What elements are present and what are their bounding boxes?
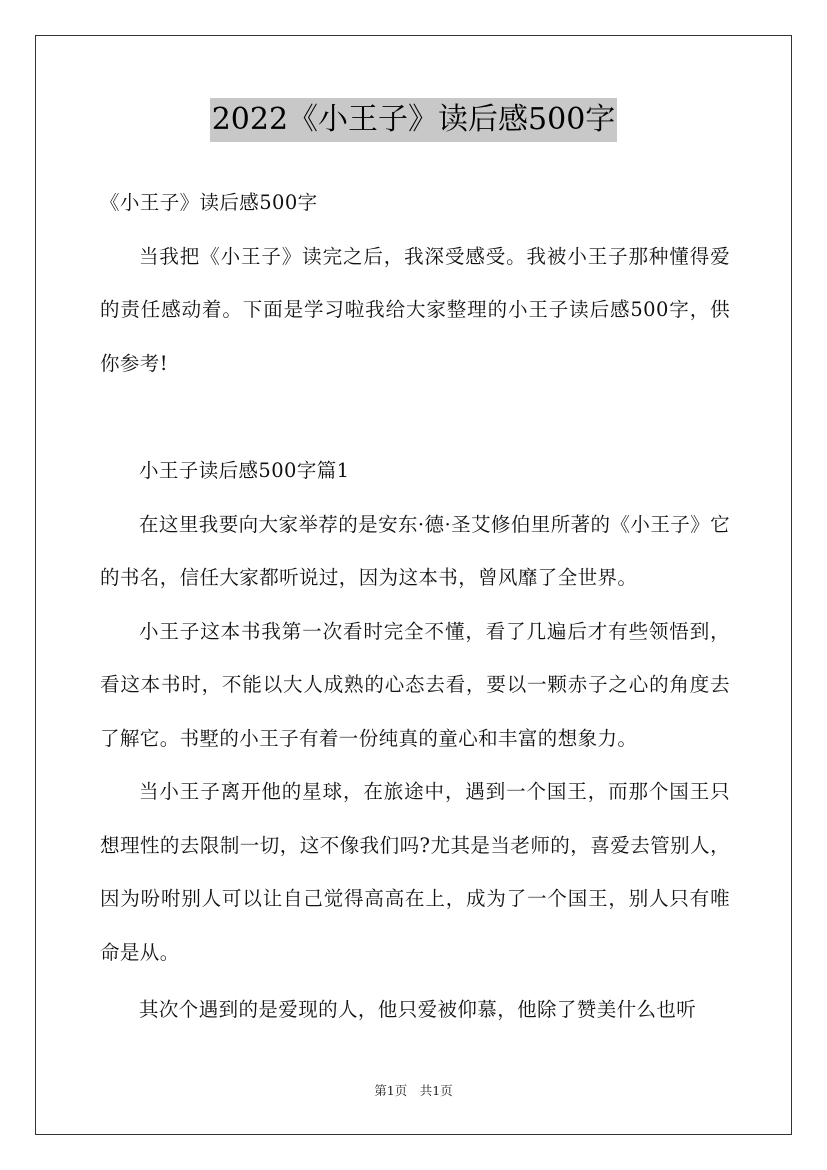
- body-paragraph: 当小王子离开他的星球，在旅途中，遇到一个国王，而那个国王只想理性的去限制一切，这不像我们吗?尤其是当老师的，喜爱去管别人，因为吩咐别人可以让自己觉得高高在上，成为了一个国王，别人只有唯命是从。: [100, 780, 730, 964]
- intro-paragraph: 当我把《小王子》读完之后，我深受感受。我被小王子那种懂得爱的责任感动着。下面是学习啦我给大家整理的小王子读后感500字，供你参考!: [100, 244, 730, 375]
- document-body: [100, 176, 730, 1037]
- body-paragraph: 小王子这本书我第一次看时完全不懂，看了几遍后才有些领悟到，看这本书时，不能以大人成熟的心态去看，要以一颗赤子之心的角度去了解它。书墅的小王子有着一份纯真的童心和丰富的想象力。: [100, 619, 730, 750]
- body-paragraph: 在这里我要向大家举荐的是安东·德·圣艾修伯里所著的《小王子》它的书名，信任大家都听说过，因为这本书，曾风靡了全世界。: [100, 512, 730, 589]
- title-container: [0, 98, 827, 142]
- section-heading: 小王子读后感500字篇1: [139, 459, 350, 482]
- document-subtitle: 《小王子》读后感500字: [100, 191, 318, 214]
- page-number-footer: 第1页 共1页: [374, 1083, 453, 1098]
- document-title: 2022《小王子》读后感500字: [210, 98, 618, 142]
- body-paragraph: 其次个遇到的是爱现的人，他只爱被仰慕，他除了赞美什么也听: [139, 998, 697, 1021]
